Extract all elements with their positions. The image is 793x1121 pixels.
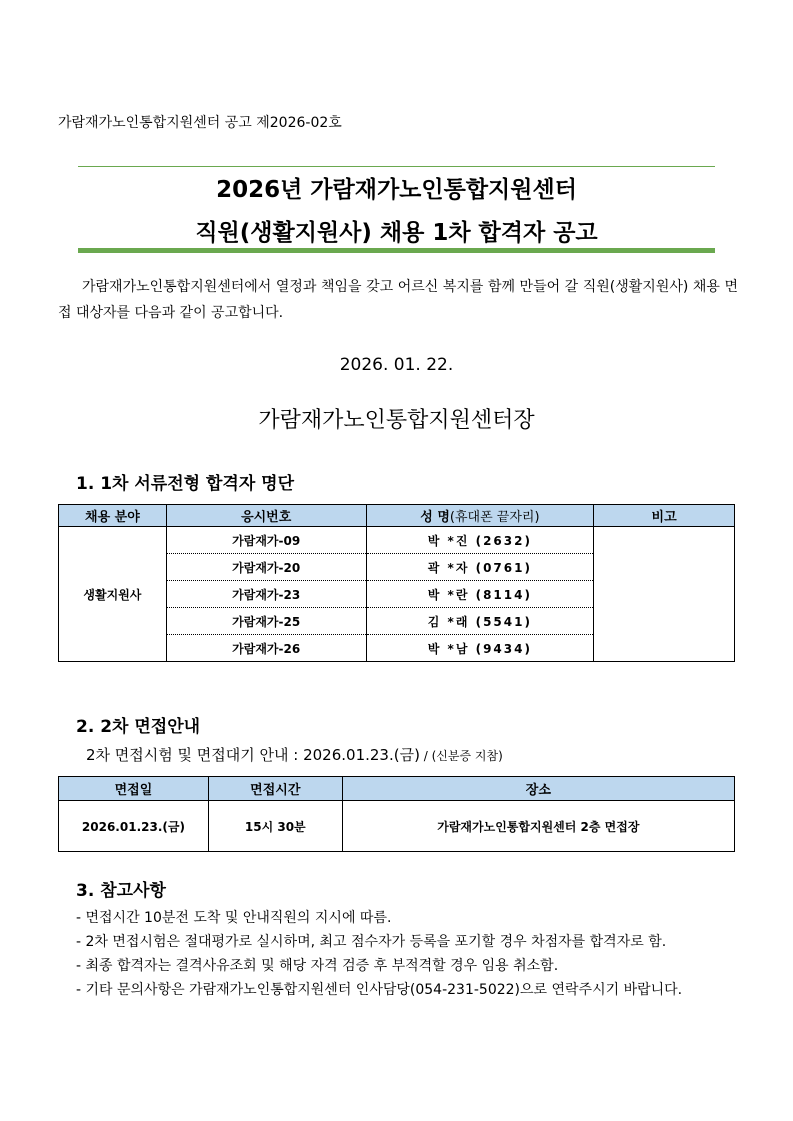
list-item: - 2차 면접시험은 절대평가로 실시하며, 최고 점수자가 등록을 포기할 경우 차점자를 합격자로 함. (76, 934, 667, 950)
header-field: 채용 분야 (59, 505, 167, 527)
header-name-main: 성 명 (420, 510, 450, 525)
page-title-line1: 2026년 가람재가노인통합지원센터 (216, 177, 577, 203)
note-cell (594, 527, 735, 662)
header-note: 비고 (594, 505, 735, 527)
interview-time-cell: 15시 30분 (208, 801, 342, 852)
table-row (59, 801, 735, 852)
header-interview-time: 면접시간 (208, 777, 342, 801)
list-item: - 최종 합격자는 결격사유조회 및 해당 자격 검증 후 부적격할 경우 임용 취소함. (76, 958, 559, 974)
applicants-table (58, 504, 735, 662)
header-app-no: 응시번호 (166, 505, 366, 527)
interview-subtitle-text: 2차 면접시험 및 면접대기 안내 : 2026.01.23.(금) (86, 746, 420, 764)
section1-heading: 1. 1차 서류전형 합격자 명단 (76, 474, 295, 494)
section2-heading: 2. 2차 면접안내 (76, 717, 201, 737)
name-cell: 곽 *자 (0761) (366, 554, 594, 581)
header-name-sub: (휴대폰 끝자리) (449, 510, 540, 525)
title-bottom-rule (78, 248, 715, 253)
table-header-row (59, 505, 735, 527)
app-no-cell: 가람재가-09 (166, 527, 366, 554)
app-no-cell: 가람재가-25 (166, 608, 366, 635)
page-title-line2: 직원(생활지원사) 채용 1차 합격자 공고 (195, 220, 598, 246)
interview-subtitle-note: / (신분증 지참) (419, 749, 503, 763)
intro-paragraph: 가람재가노인통합지원센터에서 열정과 책임을 갖고 어르신 복지를 함께 만들어 갈 직원(생활지원사) 채용 면접 대상자를 다음과 같이 공고합니다. (58, 279, 738, 321)
header-name (366, 505, 594, 527)
interview-table (58, 776, 735, 852)
list-item: - 면접시간 10분전 도착 및 안내직원의 지시에 따름. (76, 910, 392, 926)
reference-list (76, 906, 738, 1002)
app-no-cell: 가람재가-23 (166, 581, 366, 608)
signer: 가람재가노인통합지원센터장 (258, 408, 535, 433)
interview-date-cell: 2026.01.23.(금) (59, 801, 209, 852)
header-interview-date: 면접일 (59, 777, 209, 801)
name-cell: 박 *진 (2632) (366, 527, 594, 554)
title-top-rule (78, 166, 715, 167)
list-item: - 기타 문의사항은 가람재가노인통합지원센터 인사담당(054-231-5022)으로 연락주시기 바랍니다. (76, 982, 683, 998)
notice-date: 2026. 01. 22. (339, 355, 454, 375)
section3-heading: 3. 참고사항 (76, 881, 166, 901)
table-header-row (59, 777, 735, 801)
field-cell: 생활지원사 (59, 527, 167, 662)
app-no-cell: 가람재가-20 (166, 554, 366, 581)
name-cell: 박 *란 (8114) (366, 581, 594, 608)
table-row (59, 527, 735, 554)
name-cell: 박 *남 (9434) (366, 635, 594, 662)
header-interview-place: 장소 (342, 777, 734, 801)
interview-place-cell: 가람재가노인통합지원센터 2층 면접장 (342, 801, 734, 852)
interview-subtitle (86, 744, 503, 765)
app-no-cell: 가람재가-26 (166, 635, 366, 662)
notice-number: 가람재가노인통합지원센터 공고 제2026-02호 (58, 115, 342, 131)
name-cell: 김 *래 (5541) (366, 608, 594, 635)
